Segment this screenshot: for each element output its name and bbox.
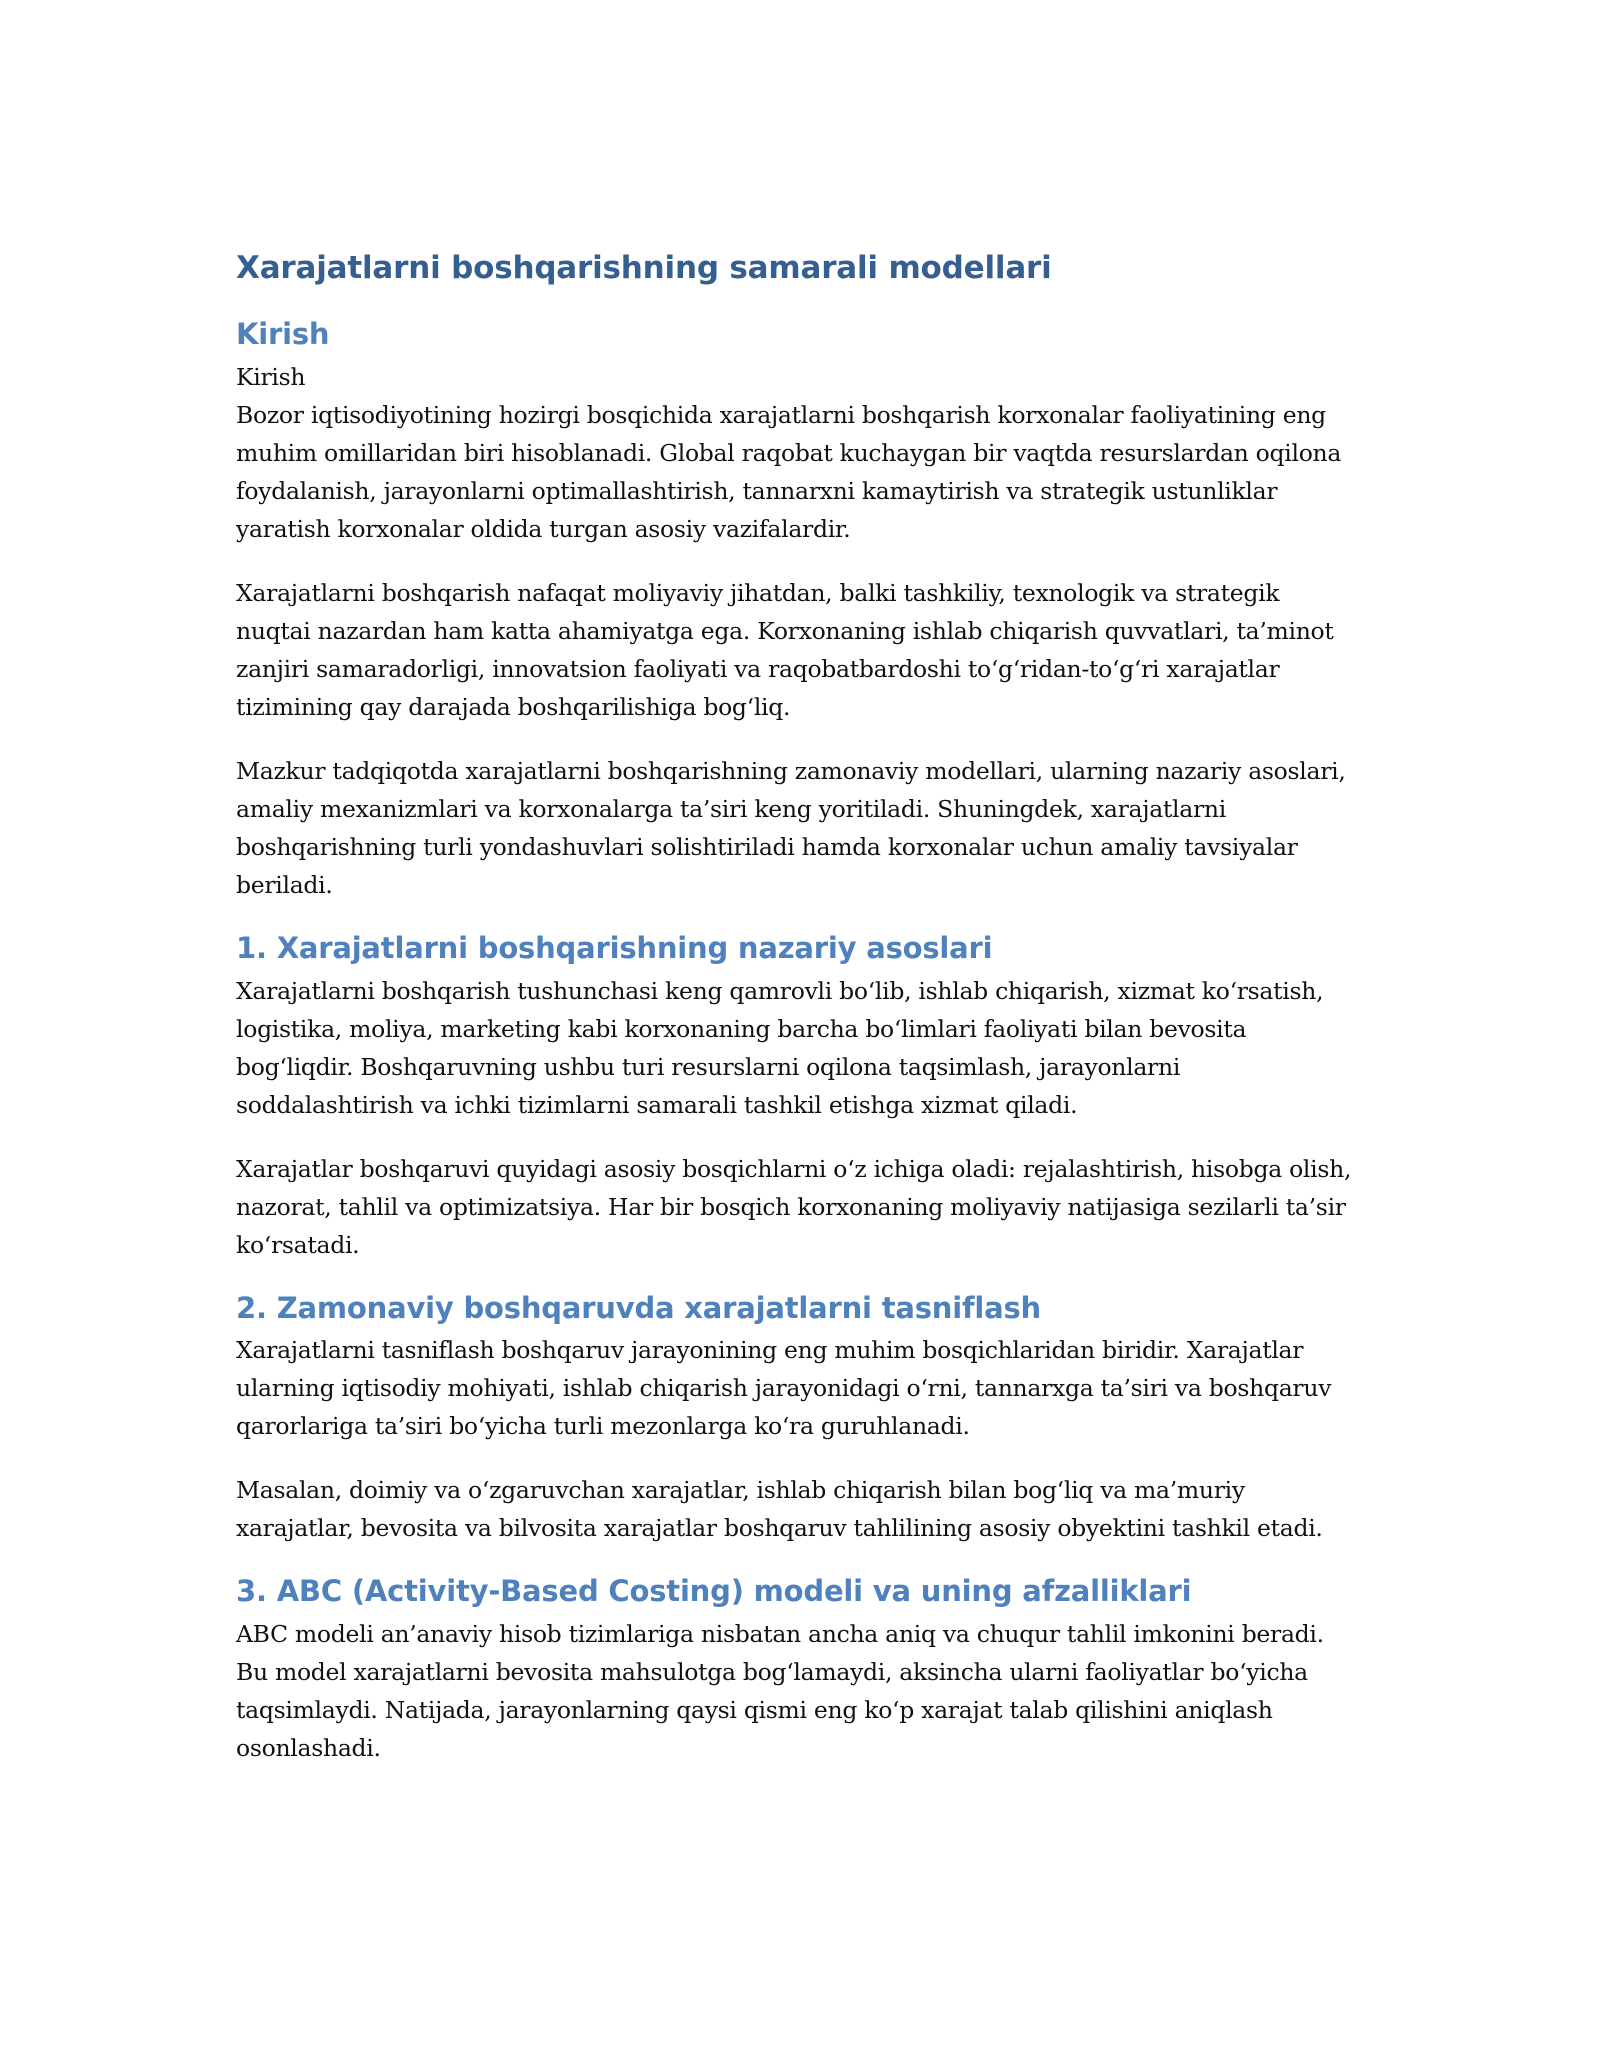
paragraph: ABC modeli an’anaviy hisob tizimlariga nisbatan ancha aniq va chuqur tahlil imkonini beradi. Bu model xarajatlarni bevosita mahsulotga bog‘lamaydi, aksincha ularni faoliyatlar bo‘yicha taqsimlaydi. Natijada, jarayonlarning qaysi qismi eng ko‘p xarajat talab qilishini aniqlash osonlashadi.: [236, 1620, 1324, 1763]
section-abc-model: [236, 1573, 1376, 1767]
section-heading: 2. Zamonaviy boshqaruvda xarajatlarni tasniflash: [236, 1290, 1042, 1325]
section-kirish: [236, 316, 1376, 904]
section-classification: [236, 1290, 1376, 1548]
paragraph: Xarajatlarni tasniflash boshqaruv jarayonining eng muhim bosqichlaridan biridir. Xarajatlar ularning iqtisodiy mohiyati, ishlab chiqarish jarayonidagi o‘rni, tannarxga ta’siri va boshqaruv qarorlariga ta’siri bo‘yicha turli mezonlarga ko‘ra guruhlanadi.: [236, 1336, 1332, 1441]
document-title: Xarajatlarni boshqarishning samarali modellari: [236, 250, 1052, 286]
section-heading: 1. Xarajatlarni boshqarishning nazariy asoslari: [236, 930, 993, 965]
paragraph: Bozor iqtisodiyotining hozirgi bosqichida xarajatlarni boshqarish korxonalar faoliyatining eng muhim omillaridan biri hisoblanadi. Global raqobat kuchaygan bir vaqtda resurslardan oqilona foydalanish, jarayonlarni optimallashtirish, tannarxni kamaytirish va strategik ustunliklar yaratish korxonalar oldida turgan asosiy vazifalardir.: [236, 400, 1342, 543]
paragraph: Masalan, doimiy va o‘zgaruvchan xarajatlar, ishlab chiqarish bilan bog‘liq va ma’muriy xarajatlar, bevosita va bilvosita xarajatlar boshqaruv tahlilining asosiy obyektini tashkil etadi.: [236, 1476, 1323, 1543]
paragraph: Xarajatlarni boshqarish tushunchasi keng qamrovli bo‘lib, ishlab chiqarish, xizmat ko‘rsatish, logistika, moliya, marketing kabi korxonaning barcha bo‘limlari faoliyati bilan bevosita bog‘liqdir. Boshqaruvning ushbu turi resurslarni oqilona taqsimlash, jarayonlarni soddalashtirish va ichki tizimlarni samarali tashkil etishga xizmat qiladi.: [236, 976, 1324, 1119]
paragraph: Kirish: [236, 362, 306, 391]
section-theory: [236, 930, 1376, 1264]
paragraph: Xarajatlar boshqaruvi quyidagi asosiy bosqichlarni o‘z ichiga oladi: rejalashtirish, hisobga olish, nazorat, tahlil va optimizatsiya. Har bir bosqich korxonaning moliyaviy natijasiga sezilarli ta’sir ko‘rsatadi.: [236, 1154, 1352, 1259]
paragraph: Mazkur tadqiqotda xarajatlarni boshqarishning zamonaviy modellari, ularning nazariy asoslari, amaliy mexanizmlari va korxonalarga ta’siri keng yoritiladi. Shuningdek, xarajatlarni boshqarishning turli yondashuvlari solishtiriladi hamda korxonalar uchun amaliy tavsiyalar beriladi.: [236, 756, 1346, 899]
section-heading: Kirish: [236, 317, 330, 352]
document-page: [236, 248, 1376, 1793]
paragraph: Xarajatlarni boshqarish nafaqat moliyaviy jihatdan, balki tashkiliy, texnologik va strategik nuqtai nazardan ham katta ahamiyatga ega. Korxonaning ishlab chiqarish quvvatlari, ta’minot zanjiri samaradorligi, innovatsion faoliyati va raqobatbardoshi to‘g‘ridan-to‘g‘ri xarajatlar tizimining qay darajada boshqarilishiga bog‘liq.: [236, 578, 1334, 721]
section-heading: 3. ABC (Activity-Based Costing) modeli va uning afzalliklari: [236, 1574, 1192, 1609]
